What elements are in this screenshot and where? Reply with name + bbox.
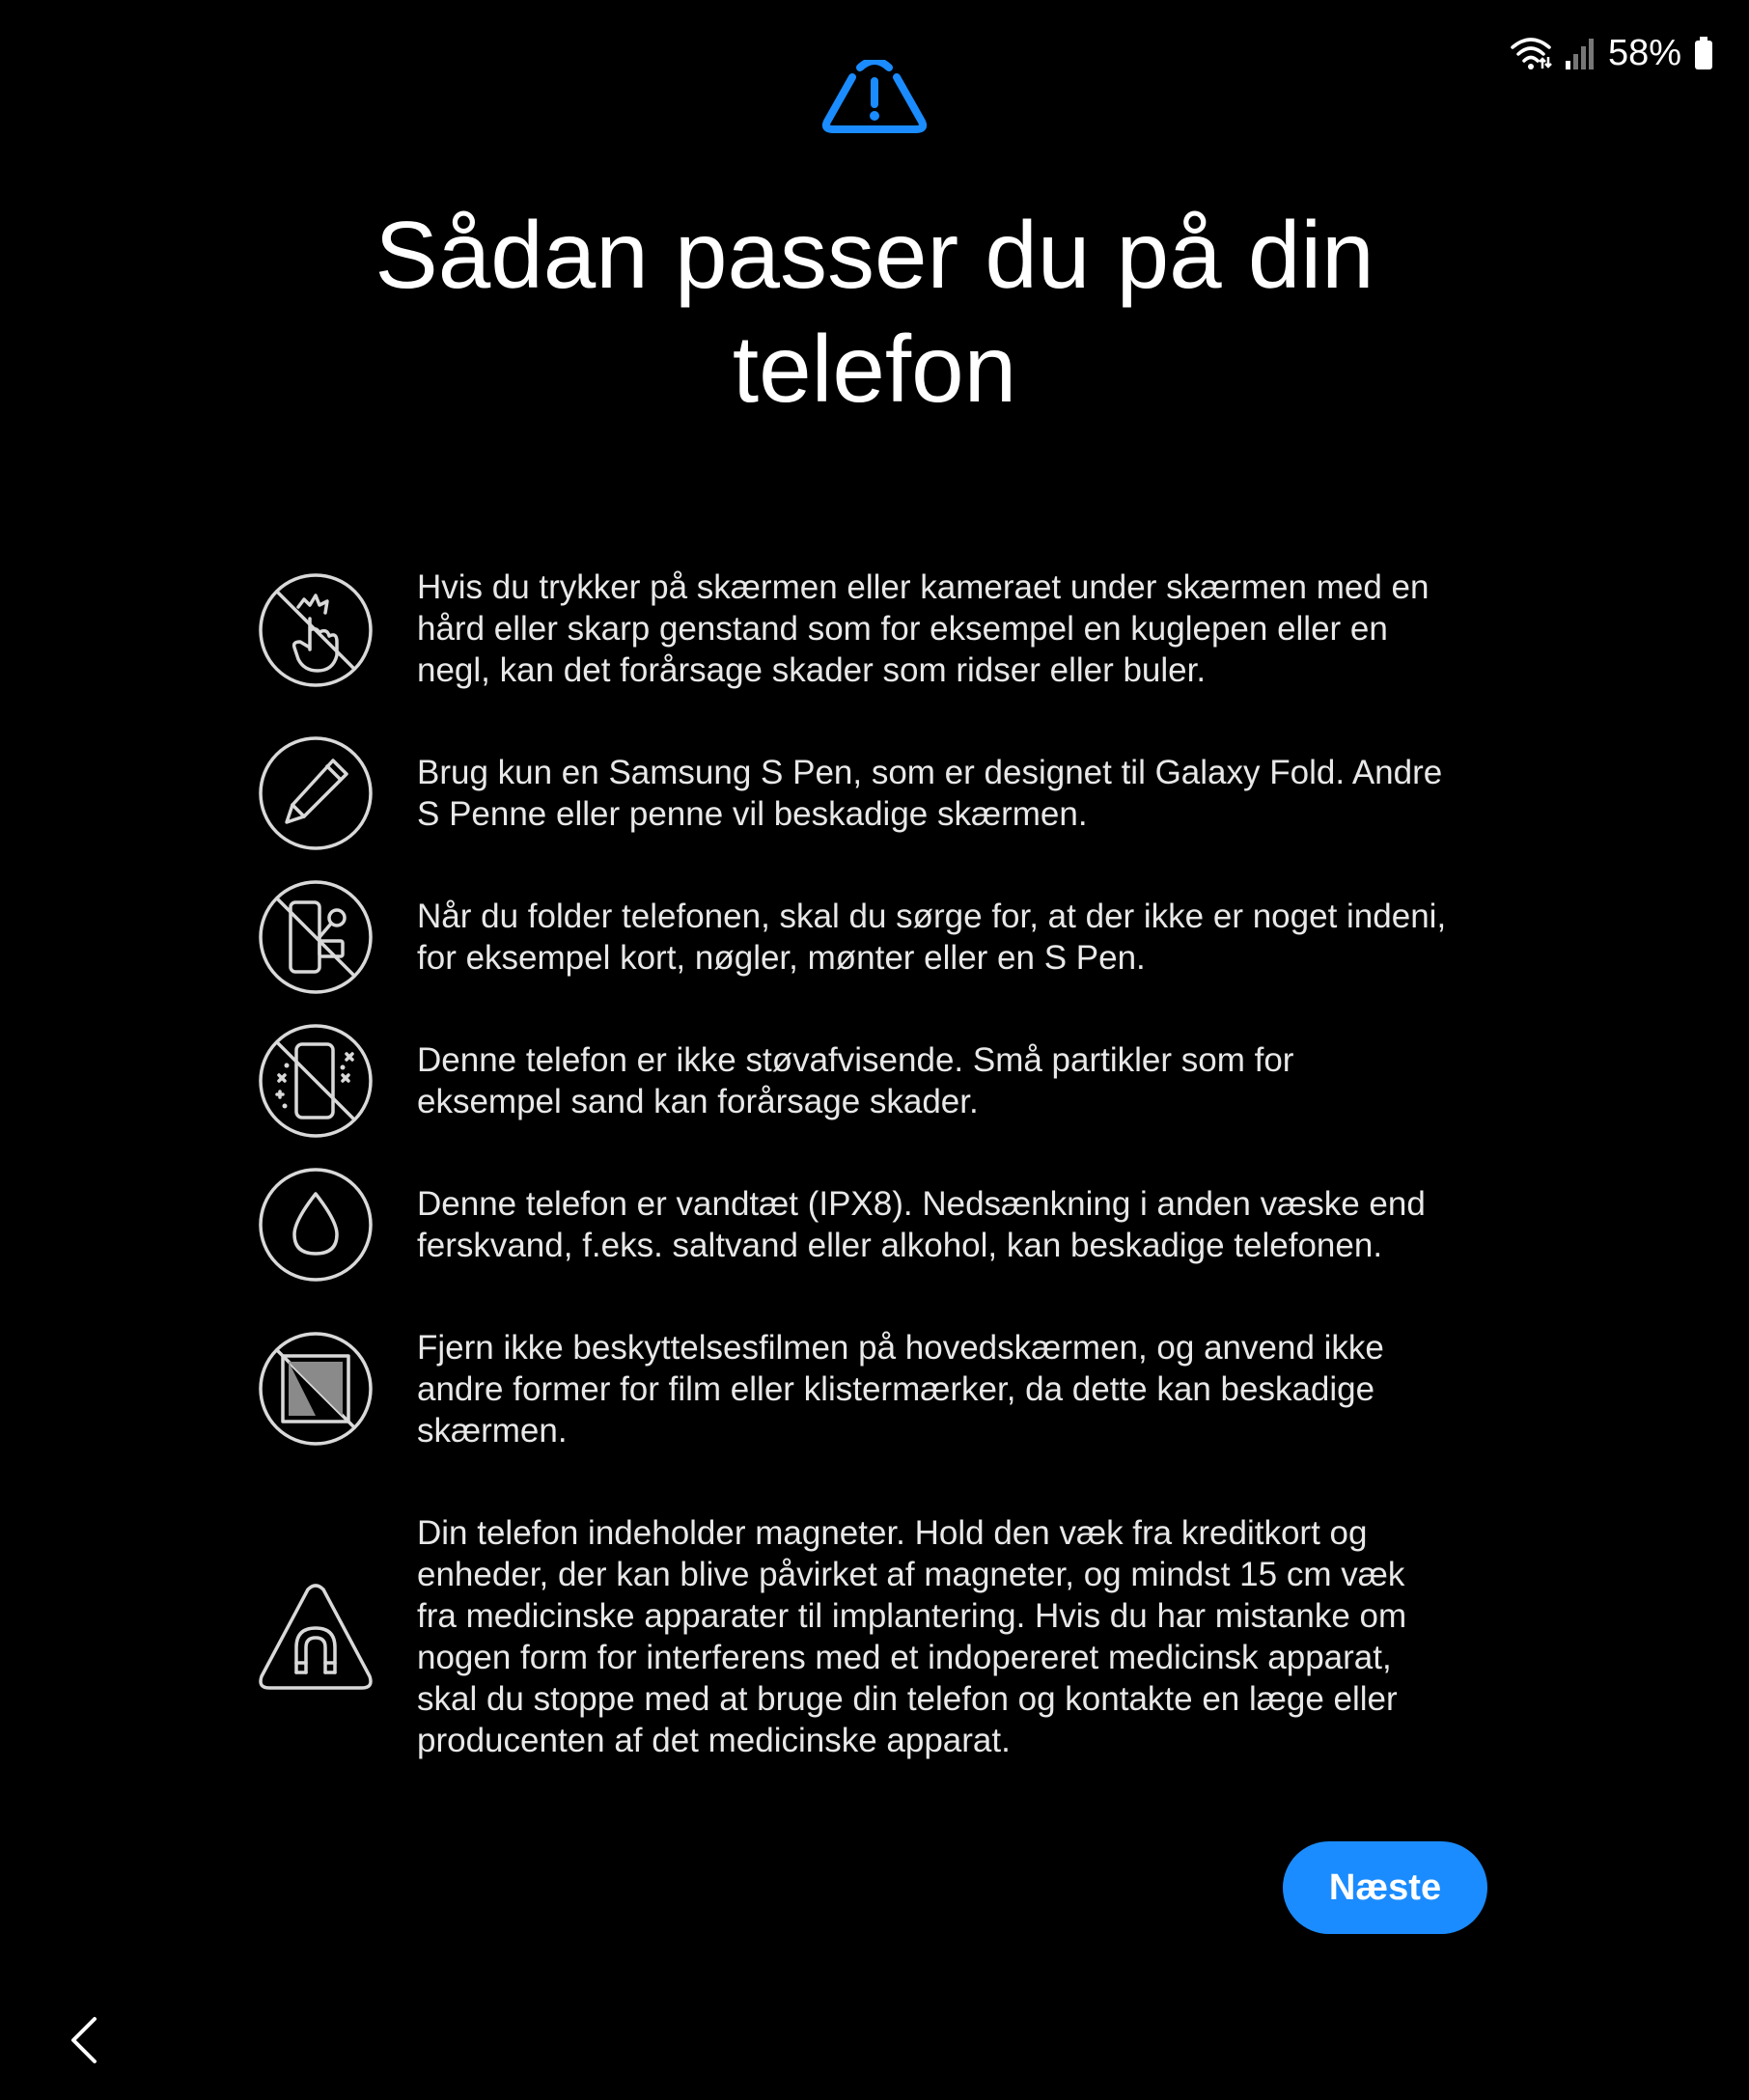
item-text [417, 1327, 1508, 1451]
status-bar [1510, 29, 1714, 77]
no-film-removal-icon [256, 1329, 375, 1449]
item-text-line: hård eller skarp genstand som for eksempel en kuglepen eller en [417, 610, 1388, 648]
item-text-line: negl, kan det forårsage skader som ridser eller buler. [417, 651, 1207, 689]
item-text-line: Hvis du trykker på skærmen eller kameraet under skærmen med en [417, 568, 1430, 606]
item-text [417, 1512, 1508, 1761]
item-text [417, 566, 1508, 691]
no-objects-in-fold-icon [256, 877, 375, 997]
item-text-line: Din telefon indeholder magneter. Hold den væk fra kreditkort og [417, 1514, 1368, 1552]
item-text [417, 1039, 1508, 1122]
item-text [417, 1183, 1508, 1266]
chevron-left-icon[interactable] [60, 2013, 108, 2067]
item-text-line: skal du stoppe med at bruge din telefon og kontakte en læge eller [417, 1680, 1398, 1718]
item-text-line: Brug kun en Samsung S Pen, som er designet til Galaxy Fold. Andre [417, 754, 1443, 791]
item-text-line: Når du folder telefonen, skal du sørge for, at der ikke er noget indeni, [417, 898, 1447, 935]
item-text [417, 896, 1508, 979]
item-text-line: andre former for film eller klistermærker, da dette kan beskadige [417, 1370, 1375, 1408]
item-text-line: Denne telefon er vandtæt (IPX8). Nedsænkning i anden væske end [417, 1185, 1426, 1223]
page-title [0, 198, 1749, 426]
pen-icon [256, 733, 375, 853]
wifi-icon [1510, 36, 1552, 70]
item-text-line: eksempel sand kan forårsage skader. [417, 1083, 979, 1120]
warning-icon [821, 60, 928, 137]
item-text-line: ferskvand, f.eks. saltvand eller alkohol, kan beskadige telefonen. [417, 1227, 1383, 1264]
signal-icon [1564, 36, 1596, 70]
no-hard-touch-icon [256, 570, 375, 690]
item-text-line: skærmen. [417, 1412, 568, 1450]
no-dust-icon [256, 1021, 375, 1141]
battery-percent: 58% [1607, 32, 1681, 73]
battery-icon [1693, 36, 1714, 70]
item-text-line: enheder, der kan blive påvirket af magneter, og mindst 15 cm væk [417, 1556, 1405, 1593]
water-drop-icon [256, 1165, 375, 1285]
item-text-line: Fjern ikke beskyttelsesfilmen på hovedskærmen, og anvend ikke [417, 1329, 1384, 1367]
next-button[interactable]: Næste [1283, 1841, 1487, 1934]
item-text-line: for eksempel kort, nøgler, mønter eller en S Pen. [417, 939, 1146, 977]
item-text-line: Denne telefon er ikke støvafvisende. Små partikler som for [417, 1041, 1294, 1079]
page-title-line: Sådan passer du på din [375, 202, 1374, 308]
page-title-line: telefon [732, 316, 1017, 422]
item-text-line: nogen form for interferens med et indopereret medicinsk apparat, [417, 1639, 1392, 1676]
item-text-line: producenten af det medicinske apparat. [417, 1722, 1011, 1759]
item-text-line: fra medicinske apparater til implantering. Hvis du har mistanke om [417, 1597, 1407, 1635]
magnet-warning-icon [256, 1580, 375, 1699]
item-text-line: S Penne eller penne vil beskadige skærmen. [417, 795, 1088, 833]
item-text [417, 752, 1508, 835]
